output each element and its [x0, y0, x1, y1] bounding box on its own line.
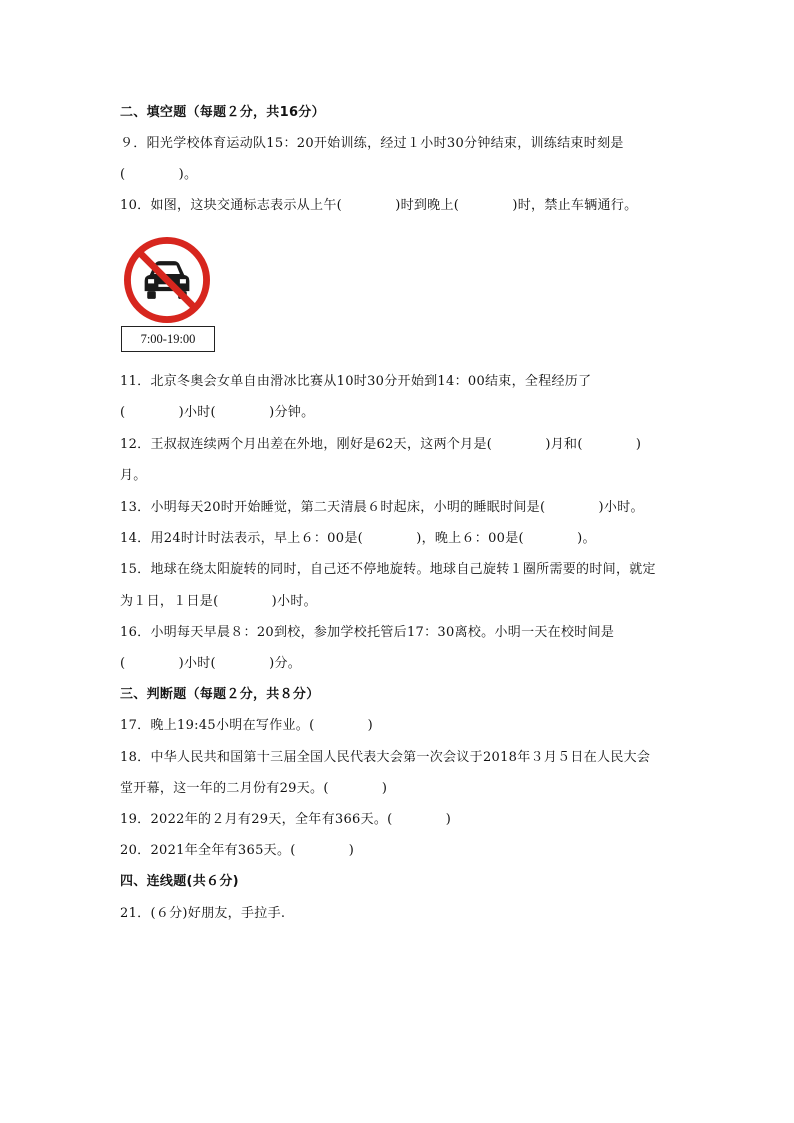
question-9-line2: ( )。 — [120, 167, 198, 182]
question-15-line1: 15．地球在绕太阳旋转的同时，自己还不停地旋转。地球自己旋转１圈所需要的时间，就定 — [120, 562, 656, 577]
judge-heading: 三、判断题（每题２分，共８分） — [120, 687, 320, 702]
question-16-line1: 16．小明每天早晨８：20到校，参加学校托管后17：30离校。小明一天在校时间是 — [120, 625, 615, 640]
question-19: 19．2022年的２月有29天，全年有366天。( ) — [120, 812, 452, 827]
question-13: 13．小明每天20时开始睡觉，第二天清晨６时起床，小明的睡眠时间是( )小时。 — [120, 500, 644, 515]
question-14: 14．用24时计时法表示，早上６：00是( )，晚上６：00是( )。 — [120, 531, 596, 546]
question-18-line1: 18．中华人民共和国第十三届全国人民代表大会第一次会议于2018年３月５日在人民大会 — [120, 750, 651, 765]
question-11-line1: 11．北京冬奥会女单自由滑冰比赛从10时30分开始到14：00结束，全程经历了 — [120, 374, 592, 389]
match-heading: 四、连线题(共６分) — [120, 874, 239, 889]
question-12-line1: 12．王叔叔连续两个月出差在外地，刚好是62天，这两个月是( )月和( ) — [120, 437, 642, 452]
question-9-line1: ９．阳光学校体育运动队15：20开始训练，经过１小时30分钟结束，训练结束时刻是 — [120, 136, 624, 151]
question-15-line2: 为１日，１日是( )小时。 — [120, 594, 317, 609]
fill-blank-heading: 二、填空题（每题２分，共16分） — [120, 105, 325, 120]
question-20: 20．2021年全年有365天。( ) — [120, 843, 355, 858]
question-12-line2: 月。 — [120, 468, 147, 483]
question-17: 17．晚上19:45小明在写作业。( ) — [120, 718, 374, 733]
question-11-line2: ( )小时( )分钟。 — [120, 405, 315, 420]
question-10: 10．如图，这块交通标志表示从上午( )时到晚上( )时，禁止车辆通行。 — [120, 198, 638, 213]
no-vehicles-icon — [124, 237, 210, 323]
question-16-line2: ( )小时( )分。 — [120, 656, 302, 671]
restriction-time-label: 7:00-19:00 — [121, 326, 215, 352]
question-21: 21．(６分)好朋友，手拉手. — [120, 906, 286, 921]
question-18-line2: 堂开幕，这一年的二月份有29天。( ) — [120, 781, 388, 796]
